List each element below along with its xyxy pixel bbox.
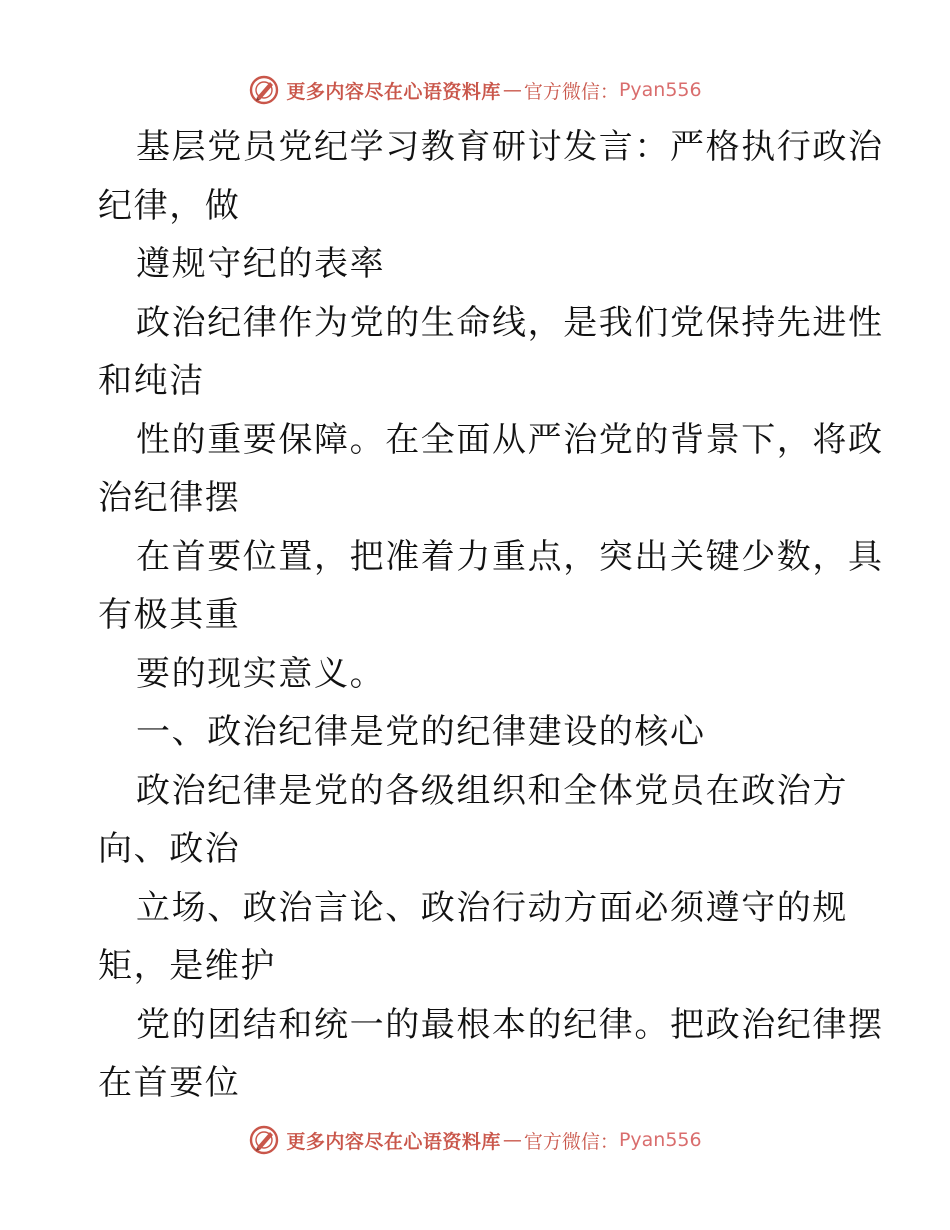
text-line: 有极其重	[98, 595, 241, 635]
watermark-contact-id: Pyan556	[618, 1129, 702, 1151]
text-line: 党的团结和统一的最根本的纪律。把政治纪律摆	[136, 1004, 884, 1045]
text-line: 向、政治	[98, 829, 241, 869]
text-line: 治纪律摆	[98, 478, 241, 518]
pen-seal-icon	[248, 1124, 280, 1156]
text-line: 在首要位置，把准着力重点，突出关键少数，具	[136, 536, 884, 577]
watermark-footer	[0, 1120, 950, 1160]
text-line: 立场、政治言论、政治行动方面必须遵守的规	[136, 887, 848, 928]
pen-seal-icon	[248, 74, 280, 106]
text-line: 矩，是维护	[98, 946, 276, 986]
watermark-brand: 更多内容尽在心语资料库	[286, 80, 501, 103]
text-line: 遵规守纪的表率	[136, 244, 386, 284]
watermark-contact-id: Pyan556	[618, 79, 702, 101]
text-line: 政治纪律是党的各级组织和全体党员在政治方	[136, 770, 848, 811]
text-line: 基层党员党纪学习教育研讨发言：严格执行政治	[136, 127, 884, 167]
document-body	[98, 118, 884, 1113]
watermark-contact-label: 官方微信：	[523, 1130, 619, 1153]
watermark-separator: —	[502, 79, 522, 101]
watermark-brand: 更多内容尽在心语资料库	[286, 1130, 501, 1153]
watermark-header	[0, 70, 950, 110]
text-line: 和纯洁	[98, 361, 205, 401]
text-line: 性的重要保障。在全面从严治党的背景下，将政	[136, 419, 884, 460]
text-line: 在首要位	[98, 1063, 241, 1103]
watermark-separator: —	[502, 1129, 522, 1151]
text-line: 要的现实意义。	[136, 653, 386, 694]
text-line: 政治纪律作为党的生命线，是我们党保持先进性	[136, 302, 884, 343]
watermark-contact-label: 官方微信：	[523, 80, 619, 103]
text-line: 一、政治纪律是党的纪律建设的核心	[136, 712, 706, 752]
text-line: 纪律，做	[98, 185, 241, 226]
